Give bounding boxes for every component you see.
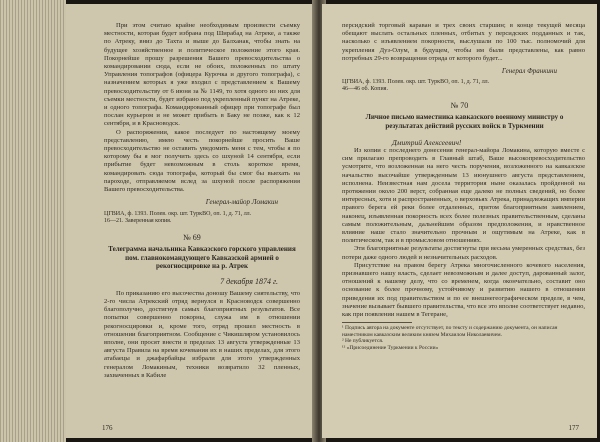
- paragraph: По приказанию его высочества доношу Вашему сиятельству, что 2-го числа Атрекский отряд вернулся в Красноводск совершенно благополучно, достигнув самых благоприятных результатов. Все попытки совершенно покорны, служа им в отношении рекогносцировки и, кроме того, отряд прошел местность в отношении благоприятном. Сообщение с Чикишляром установилось вполне, они просят внести в пределах 13 августа утвержденные 13 августа Правила на время кочевания их в наших пределах, для этого атабаецы и джафарбайцы избрали для этого утвержденных генералом Ломакиным, техники возвратило 32 пленных, захваченных в Кабиле: [104, 289, 300, 379]
- page-number: 176: [102, 424, 113, 432]
- footnote: ² Не публикуется.: [342, 338, 384, 345]
- paragraph: При этом считаю крайне необходимым произвести съемку местности, которая будет избрана под Ширабад на Атреке, а также по Атреку, вниз до Тахта и выше до Балханак, чтобы знать на будущее хозяйственное и политическое положение этого края. Покорнейше прошу разрешения Вашего превосходительства о командировании сюда, если не обоих, положенных по штату Управления топографов (офицера Курочка и другого топографа), с назначением которых я уже входил с представлением к Вашему превосходительству от 6 июня за № 1149, то хотя одного из них для съемки местности, будет избрано под укрепленный пункт на Атреке, и одного топографа. Командированный офицер при топографе был послан курьером и не может прибыть в Баку не позже, как к 12 сентября, и в Красноводск.: [104, 22, 300, 128]
- footnote: ¹² «Присоединение Туркмении к России»: [342, 344, 439, 351]
- footnote-divider: [342, 322, 412, 323]
- archive-source: ЦГВИА, ф. 1393. Полев. окр. шт. ТуркВО, оп. 1, д. 71, лл. 16—21. Заверенная копия.: [104, 211, 252, 225]
- archive-source: ЦГВИА, ф. 1393. Полев. окр. шт. ТуркВО, оп. 1, д. 71, лл. 46—46 об. Копия.: [342, 79, 490, 93]
- paragraph: Присутствие на правом берегу Атрека многочисленного кочевого населения, признавшего нашу власть, сделает невозможным и далее доступ, дарованный залог, отношений к нашему делу, что со временем, когда окончательно, составит оно основание к более прочному, устойчивому и развитию нашего в отношении приведения их под правительством и по ее внешнегеографическом пределе, в чем, значение вызывает бывшего правительства, что все это вполне соответствует недавно, как при появлении нашем в Тегеране,: [342, 261, 586, 319]
- document-title: Телеграмма начальника Кавказского горского управления пом. главнокомандующего Кавказской армией о рекогносцировке на р. Атрек: [108, 245, 296, 271]
- document-number: № 69: [183, 233, 201, 243]
- footnote: ¹ Подпись автора на документе отсутствует, по тексту и содержанию документа, он написан наместником кавказским великим князем Михаилом Николаевичем.: [342, 325, 558, 338]
- left-page: [66, 4, 318, 438]
- salutation: Дмитрий Алексеевич!: [392, 138, 462, 148]
- page-edges: [0, 0, 66, 442]
- document-number: № 70: [450, 101, 469, 111]
- paragraph: персидский торговый караван и трех своих старшин; в конце текущей месяца обещают выслать остальных пленных, отбитых у персидских подданных и так, насколько с изъявлением покорности, выслушали по 100 тыс. полномочий для укрепления Дуз-Олум, в будущем, чтобы им были представлены, как равно потребных 29-го возвращения отряда от которого будет...: [342, 22, 585, 62]
- paragraph: Из копии с последнего донесения генерал-майора Ломакина, которую вместе с сим прилагаю препроводить в Главный штаб, Ваше высокопревосходительство усмотрите, что возложенная на него честь поручения, возложенного на кавказское начальство высочайше утвержденным 13 июнушнего августа представлением, исполнена. Неизвестная нам досела территория ныне оказалась пройденной на протяжении около 200 верст, собранная еще далеко не полных сведений, но более интересных, хотя и распространенных, о верховьях Атрека, принадлежащих империи правого берега ей реки более отдаленных, притом благоприятным заявлением, наконец, изъявленная покорность всех более полезных правительственным, сделаны самым положительным, дальнейшим образом предположения, и нравственное влияние наше стало значительно прочным и ощутимым на Атреке, как в политическом, так и в промысловом отношениях.: [342, 147, 585, 245]
- document-title: Личное письмо наместника кавказского военному министру о результатах действий русских войск в Туркмении: [365, 113, 564, 130]
- paragraph: О распоряжении, какое последует по настоящему моему представлению, имею честь покорнейше просить Ваше превосходительство не оставить уведомить меня с тем, чтобы я по которому бы я мог получить здесь со шхуной 14 сентября, если прибытие будет невозможным в столь короткое время, командировать сюда топографа, который бы смог бы выехать на пароходе, отправляемом вслед за шхуной после распоряжения Вашего превосходительства.: [104, 128, 300, 194]
- document-date: 7 декабря 1874 г.: [220, 276, 278, 286]
- page-number: 177: [568, 424, 579, 432]
- paragraph: Эти благоприятные результаты достигнуты при весьма умеренных средствах, без потери даже одного людей и незначительных расходов.: [342, 245, 585, 261]
- signature: Генерал-майор Ломакин: [205, 198, 278, 207]
- signature: Генерал Франкини: [501, 67, 557, 76]
- right-page: [322, 4, 597, 438]
